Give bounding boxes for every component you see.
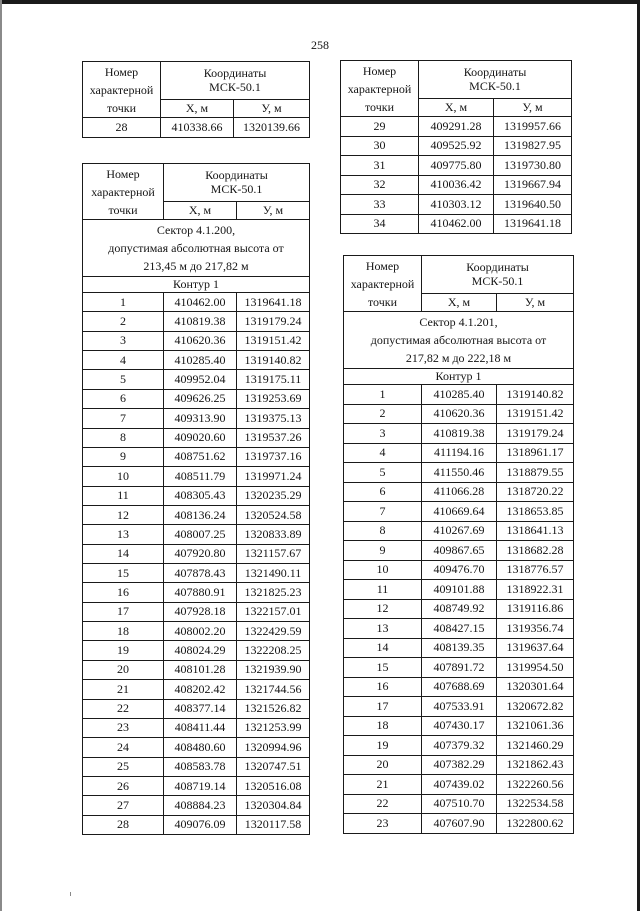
x-coordinate-cell: 408007.25 (164, 525, 237, 544)
table-row (83, 293, 310, 312)
x-coordinate-cell: 409313.90 (164, 409, 237, 428)
table-row (341, 117, 572, 137)
point-number-cell: 25 (83, 757, 164, 776)
table-row (83, 776, 310, 795)
y-coordinate-cell: 1319175.11 (237, 370, 310, 389)
y-coordinate-cell: 1321490.11 (237, 564, 310, 583)
table-row (344, 794, 574, 814)
table-row (344, 775, 574, 795)
y-coordinate-cell: 1320301.64 (497, 677, 574, 697)
header-point-number: Номер характерной точки (341, 61, 419, 117)
y-coordinate-cell: 1319151.42 (497, 404, 574, 424)
y-coordinate-cell: 1318641.13 (497, 521, 574, 541)
x-coordinate-cell: 409291.28 (419, 117, 494, 137)
y-coordinate-cell: 1320139.66 (234, 118, 310, 138)
coords-table-sector-4-1-200 (82, 163, 310, 835)
y-coordinate-cell: 1319140.82 (237, 351, 310, 370)
point-number-cell: 29 (341, 117, 419, 137)
sector-caption: Сектор 4.1.201, допустимая абсолютная высота от 217,82 м до 222,18 м (344, 312, 574, 369)
y-coordinate-cell: 1319179.24 (237, 312, 310, 331)
x-coordinate-cell: 410669.64 (422, 502, 497, 522)
y-coordinate-cell: 1319637.64 (497, 638, 574, 658)
x-coordinate-cell: 408136.24 (164, 505, 237, 524)
y-coordinate-cell: 1319253.69 (237, 389, 310, 408)
y-coordinate-cell: 1318922.31 (497, 580, 574, 600)
table-row (83, 351, 310, 370)
y-coordinate-cell: 1319737.16 (237, 447, 310, 466)
table-row (83, 447, 310, 466)
x-coordinate-cell: 407439.02 (422, 775, 497, 795)
point-number-cell: 18 (344, 716, 422, 736)
header-x: Х, м (161, 100, 234, 118)
table-row (83, 718, 310, 737)
table-row (344, 658, 574, 678)
header-point-number: Номер характерной точки (344, 256, 422, 312)
x-coordinate-cell: 410462.00 (419, 214, 494, 234)
y-coordinate-cell: 1318776.57 (497, 560, 574, 580)
point-number-cell: 12 (344, 599, 422, 619)
x-coordinate-cell: 409775.80 (419, 156, 494, 176)
x-coordinate-cell: 408427.15 (422, 619, 497, 639)
x-coordinate-cell: 410819.38 (164, 312, 237, 331)
table-row (341, 136, 572, 156)
point-number-cell: 24 (83, 738, 164, 757)
table-row (83, 680, 310, 699)
table-row (344, 482, 574, 502)
x-coordinate-cell: 408583.78 (164, 757, 237, 776)
point-number-cell: 19 (344, 736, 422, 756)
x-coordinate-cell: 409076.09 (164, 815, 237, 834)
y-coordinate-cell: 1318720.22 (497, 482, 574, 502)
table-row (344, 599, 574, 619)
y-coordinate-cell: 1321526.82 (237, 699, 310, 718)
point-number-cell: 18 (83, 622, 164, 641)
x-coordinate-cell: 409867.65 (422, 541, 497, 561)
y-coordinate-cell: 1320833.89 (237, 525, 310, 544)
y-coordinate-cell: 1319954.50 (497, 658, 574, 678)
table-row (83, 641, 310, 660)
point-number-cell: 5 (83, 370, 164, 389)
table-row (83, 428, 310, 447)
y-coordinate-cell: 1319537.26 (237, 428, 310, 447)
x-coordinate-cell: 409476.70 (422, 560, 497, 580)
y-coordinate-cell: 1321825.23 (237, 583, 310, 602)
y-coordinate-cell: 1322800.62 (497, 814, 574, 834)
x-coordinate-cell: 407382.29 (422, 755, 497, 775)
x-coordinate-cell: 409525.92 (419, 136, 494, 156)
x-coordinate-cell: 410620.36 (164, 331, 237, 350)
point-number-cell: 33 (341, 195, 419, 215)
point-number-cell: 3 (83, 331, 164, 350)
header-point-number: Номер характерной точки (83, 164, 164, 220)
header-x: Х, м (422, 294, 497, 312)
x-coordinate-cell: 408411.44 (164, 718, 237, 737)
y-coordinate-cell: 1319356.74 (497, 619, 574, 639)
table-row (341, 214, 572, 234)
y-coordinate-cell: 1322260.56 (497, 775, 574, 795)
y-coordinate-cell: 1319640.50 (494, 195, 572, 215)
y-coordinate-cell: 1321939.90 (237, 660, 310, 679)
y-coordinate-cell: 1320117.58 (237, 815, 310, 834)
header-x: Х, м (419, 99, 494, 117)
point-number-cell: 17 (83, 602, 164, 621)
header-coordinates: Координаты МСК-50.1 (164, 164, 310, 202)
point-number-cell: 27 (83, 796, 164, 815)
y-coordinate-cell: 1319827.95 (494, 136, 572, 156)
point-number-cell: 11 (344, 580, 422, 600)
x-coordinate-cell: 407928.18 (164, 602, 237, 621)
y-coordinate-cell: 1320516.08 (237, 776, 310, 795)
x-coordinate-cell: 408749.92 (422, 599, 497, 619)
x-coordinate-cell: 407430.17 (422, 716, 497, 736)
x-coordinate-cell: 410303.12 (419, 195, 494, 215)
table-row (83, 602, 310, 621)
y-coordinate-cell: 1319375.13 (237, 409, 310, 428)
header-coordinates: Координаты МСК-50.1 (161, 62, 310, 100)
table-row (83, 118, 310, 138)
y-coordinate-cell: 1318682.28 (497, 541, 574, 561)
x-coordinate-cell: 408377.14 (164, 699, 237, 718)
point-number-cell: 26 (83, 776, 164, 795)
x-coordinate-cell: 410285.40 (422, 385, 497, 405)
y-coordinate-cell: 1319667.94 (494, 175, 572, 195)
table-row (83, 370, 310, 389)
point-number-cell: 12 (83, 505, 164, 524)
point-number-cell: 17 (344, 697, 422, 717)
y-coordinate-cell: 1319641.18 (237, 293, 310, 312)
x-coordinate-cell: 410462.00 (164, 293, 237, 312)
x-coordinate-cell: 408202.42 (164, 680, 237, 699)
table-row (83, 796, 310, 815)
y-coordinate-cell: 1321061.36 (497, 716, 574, 736)
x-coordinate-cell: 407891.72 (422, 658, 497, 678)
table-row (344, 404, 574, 424)
x-coordinate-cell: 410267.69 (422, 521, 497, 541)
y-coordinate-cell: 1322157.01 (237, 602, 310, 621)
y-coordinate-cell: 1321862.43 (497, 755, 574, 775)
x-coordinate-cell: 407688.69 (422, 677, 497, 697)
x-coordinate-cell: 410036.42 (419, 175, 494, 195)
x-coordinate-cell: 409020.60 (164, 428, 237, 447)
coords-table-top-left (82, 61, 310, 138)
table-row (83, 525, 310, 544)
point-number-cell: 22 (83, 699, 164, 718)
header-y: У, м (237, 202, 310, 220)
y-coordinate-cell: 1318879.55 (497, 463, 574, 483)
table-row (83, 467, 310, 486)
point-number-cell: 4 (83, 351, 164, 370)
y-coordinate-cell: 1319151.42 (237, 331, 310, 350)
point-number-cell: 16 (83, 583, 164, 602)
table-row (344, 463, 574, 483)
x-coordinate-cell: 408884.23 (164, 796, 237, 815)
y-coordinate-cell: 1322208.25 (237, 641, 310, 660)
point-number-cell: 7 (83, 409, 164, 428)
page-number: 258 (311, 38, 329, 52)
point-number-cell: 4 (344, 443, 422, 463)
table-row (344, 697, 574, 717)
x-coordinate-cell: 408511.79 (164, 467, 237, 486)
table-row (344, 502, 574, 522)
table-row (341, 175, 572, 195)
point-number-cell: 34 (341, 214, 419, 234)
scan-border-top (0, 0, 640, 4)
table-row (83, 815, 310, 834)
x-coordinate-cell: 410338.66 (161, 118, 234, 138)
y-coordinate-cell: 1320994.96 (237, 738, 310, 757)
point-number-cell: 32 (341, 175, 419, 195)
header-point-number: Номер характерной точки (83, 62, 161, 118)
table-row (83, 409, 310, 428)
y-coordinate-cell: 1320672.82 (497, 697, 574, 717)
header-coordinates: Координаты МСК-50.1 (422, 256, 574, 294)
point-number-cell: 14 (344, 638, 422, 658)
scan-artifact (70, 892, 71, 896)
point-number-cell: 7 (344, 502, 422, 522)
table-row (83, 622, 310, 641)
point-number-cell: 28 (83, 815, 164, 834)
table-row (83, 486, 310, 505)
point-number-cell: 20 (83, 660, 164, 679)
point-number-cell: 13 (83, 525, 164, 544)
x-coordinate-cell: 407878.43 (164, 564, 237, 583)
y-coordinate-cell: 1319116.86 (497, 599, 574, 619)
scan-border-left (0, 0, 2, 911)
point-number-cell: 6 (83, 389, 164, 408)
coords-table-top-right (340, 60, 572, 234)
table-row (83, 583, 310, 602)
header-y: У, м (494, 99, 572, 117)
point-number-cell: 1 (83, 293, 164, 312)
table-row (83, 757, 310, 776)
x-coordinate-cell: 408719.14 (164, 776, 237, 795)
x-coordinate-cell: 408139.35 (422, 638, 497, 658)
table-row (83, 312, 310, 331)
table-row (83, 389, 310, 408)
point-number-cell: 28 (83, 118, 161, 138)
x-coordinate-cell: 407880.91 (164, 583, 237, 602)
header-x: Х, м (164, 202, 237, 220)
y-coordinate-cell: 1319641.18 (494, 214, 572, 234)
point-number-cell: 2 (344, 404, 422, 424)
table-row (83, 564, 310, 583)
x-coordinate-cell: 409626.25 (164, 389, 237, 408)
point-number-cell: 9 (344, 541, 422, 561)
x-coordinate-cell: 411066.28 (422, 482, 497, 502)
table-row (344, 443, 574, 463)
x-coordinate-cell: 409952.04 (164, 370, 237, 389)
y-coordinate-cell: 1321157.67 (237, 544, 310, 563)
table-row (344, 521, 574, 541)
header-y: У, м (497, 294, 574, 312)
x-coordinate-cell: 408002.20 (164, 622, 237, 641)
y-coordinate-cell: 1321460.29 (497, 736, 574, 756)
x-coordinate-cell: 411194.16 (422, 443, 497, 463)
table-row (83, 331, 310, 350)
table-row (341, 156, 572, 176)
point-number-cell: 10 (344, 560, 422, 580)
table-row (83, 544, 310, 563)
y-coordinate-cell: 1320235.29 (237, 486, 310, 505)
header-y: У, м (234, 100, 310, 118)
x-coordinate-cell: 410620.36 (422, 404, 497, 424)
point-number-cell: 3 (344, 424, 422, 444)
point-number-cell: 20 (344, 755, 422, 775)
point-number-cell: 1 (344, 385, 422, 405)
table-row (344, 580, 574, 600)
point-number-cell: 11 (83, 486, 164, 505)
point-number-cell: 10 (83, 467, 164, 486)
table-row (344, 424, 574, 444)
y-coordinate-cell: 1319957.66 (494, 117, 572, 137)
x-coordinate-cell: 408751.62 (164, 447, 237, 466)
y-coordinate-cell: 1319971.24 (237, 467, 310, 486)
point-number-cell: 8 (344, 521, 422, 541)
y-coordinate-cell: 1322534.58 (497, 794, 574, 814)
point-number-cell: 21 (344, 775, 422, 795)
table-row (344, 755, 574, 775)
y-coordinate-cell: 1320304.84 (237, 796, 310, 815)
contour-label: Контур 1 (344, 369, 574, 385)
point-number-cell: 30 (341, 136, 419, 156)
x-coordinate-cell: 407607.90 (422, 814, 497, 834)
x-coordinate-cell: 407510.70 (422, 794, 497, 814)
x-coordinate-cell: 408101.28 (164, 660, 237, 679)
y-coordinate-cell: 1320524.58 (237, 505, 310, 524)
point-number-cell: 19 (83, 641, 164, 660)
point-number-cell: 13 (344, 619, 422, 639)
y-coordinate-cell: 1322429.59 (237, 622, 310, 641)
point-number-cell: 31 (341, 156, 419, 176)
table-row (344, 716, 574, 736)
x-coordinate-cell: 408305.43 (164, 486, 237, 505)
table-row (344, 619, 574, 639)
table-row (344, 677, 574, 697)
x-coordinate-cell: 407379.32 (422, 736, 497, 756)
table-row (83, 505, 310, 524)
point-number-cell: 23 (83, 718, 164, 737)
sector-caption: Сектор 4.1.200, допустимая абсолютная высота от 213,45 м до 217,82 м (83, 220, 310, 277)
x-coordinate-cell: 408024.29 (164, 641, 237, 660)
table-row (344, 560, 574, 580)
y-coordinate-cell: 1319140.82 (497, 385, 574, 405)
table-row (344, 385, 574, 405)
x-coordinate-cell: 407920.80 (164, 544, 237, 563)
point-number-cell: 9 (83, 447, 164, 466)
table-row (344, 638, 574, 658)
point-number-cell: 22 (344, 794, 422, 814)
x-coordinate-cell: 409101.88 (422, 580, 497, 600)
table-row (83, 699, 310, 718)
point-number-cell: 6 (344, 482, 422, 502)
x-coordinate-cell: 410819.38 (422, 424, 497, 444)
point-number-cell: 23 (344, 814, 422, 834)
y-coordinate-cell: 1318653.85 (497, 502, 574, 522)
table-row (341, 195, 572, 215)
table-row (83, 660, 310, 679)
point-number-cell: 5 (344, 463, 422, 483)
table-row (344, 541, 574, 561)
point-number-cell: 15 (344, 658, 422, 678)
table-row (344, 736, 574, 756)
header-coordinates: Координаты МСК-50.1 (419, 61, 572, 99)
point-number-cell: 21 (83, 680, 164, 699)
y-coordinate-cell: 1319730.80 (494, 156, 572, 176)
coords-table-sector-4-1-201 (343, 255, 574, 834)
x-coordinate-cell: 410285.40 (164, 351, 237, 370)
x-coordinate-cell: 408480.60 (164, 738, 237, 757)
y-coordinate-cell: 1318961.17 (497, 443, 574, 463)
y-coordinate-cell: 1319179.24 (497, 424, 574, 444)
table-row (83, 738, 310, 757)
y-coordinate-cell: 1320747.51 (237, 757, 310, 776)
y-coordinate-cell: 1321744.56 (237, 680, 310, 699)
table-row (344, 814, 574, 834)
y-coordinate-cell: 1321253.99 (237, 718, 310, 737)
point-number-cell: 2 (83, 312, 164, 331)
point-number-cell: 8 (83, 428, 164, 447)
point-number-cell: 15 (83, 564, 164, 583)
x-coordinate-cell: 411550.46 (422, 463, 497, 483)
contour-label: Контур 1 (83, 277, 310, 293)
point-number-cell: 16 (344, 677, 422, 697)
point-number-cell: 14 (83, 544, 164, 563)
x-coordinate-cell: 407533.91 (422, 697, 497, 717)
